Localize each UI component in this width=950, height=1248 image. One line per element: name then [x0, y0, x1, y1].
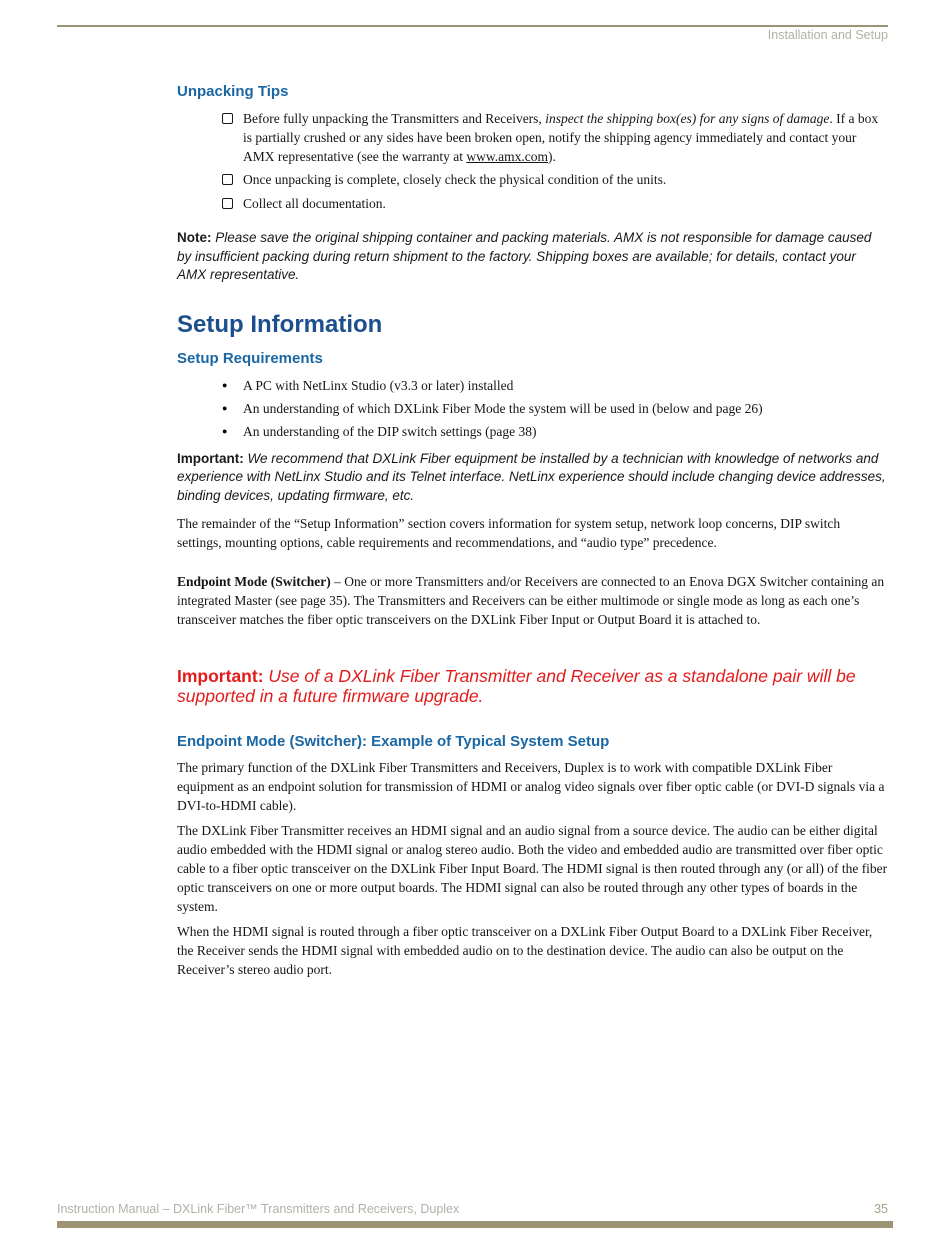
red-important-notice: Important: Use of a DXLink Fiber Transmitter and Receiver as a standalone pair will be supported in a future firmware upgrade.	[177, 666, 856, 706]
amx-website-link[interactable]: www.amx.com	[466, 149, 549, 164]
checklist-item	[177, 170, 888, 190]
endpoint-mode-label: Endpoint Mode (Switcher)	[177, 574, 331, 589]
checklist-item-text: Before fully unpacking the Transmitters and Receivers, inspect the shipping box(es) for any signs of damage. If a box is partially crushed or any sides have been broken open, notify the shipping agency immediately and contact your AMX representative (see the warranty at www.amx.com).	[243, 111, 879, 164]
red-important-label: Important:	[177, 666, 264, 686]
list-item	[177, 399, 888, 418]
footer-page-number: 35	[874, 1202, 888, 1216]
remainder-paragraph: The remainder of the “Setup Information” section covers information for system setup, network loop concerns, DIP switch settings, mounting options, cable requirements and recommendations, and “audio type” precedence.	[177, 516, 841, 550]
page-content	[177, 84, 888, 979]
endpoint-example-heading: Endpoint Mode (Switcher): Example of Typical System Setup	[177, 733, 610, 750]
note-label: Note:	[177, 230, 212, 245]
footer-manual-title: Instruction Manual – DXLink Fiber™ Transmitters and Receivers, Duplex	[57, 1202, 460, 1216]
setup-requirements-list	[177, 376, 888, 441]
shipping-note: Note: Please save the original shipping container and packing materials. AMX is not responsible for damage caused by insufficient packing during return shipment to the factory. Shipping boxes are available; for details, contact your AMX representative.	[177, 230, 872, 282]
checklist-item	[177, 109, 888, 166]
checklist-item	[177, 194, 888, 214]
endpoint-mode-paragraph: Endpoint Mode (Switcher) – One or more Transmitters and/or Receivers are connected to an Enova DGX Switcher containing an integrated Master (see page 35). The Transmitters and Receivers can be either multimode or single mode as long as each one’s transceiver matches the fiber optic transceivers on the DXLink Fiber Input or Output Board it is attached to.	[177, 574, 885, 627]
header-rule	[57, 25, 888, 27]
endpoint-example-paragraph-2: The DXLink Fiber Transmitter receives an HDMI signal and an audio signal from a source device. The audio can be either digital audio embedded with the HDMI signal or analog stereo audio. Both the video and embedded audio are transmitted over fiber optic cable to a fiber optic transceiver on the DXLink Fiber Input Board. The HDMI signal is then routed through any (or all) of the fiber optic transceivers on one or more output boards. The HDMI signal can also be routed through any other types of boards in the system.	[177, 823, 888, 914]
unpacking-checklist	[177, 109, 888, 214]
header-section-title: Installation and Setup	[767, 28, 888, 42]
checklist-item-text: Once unpacking is complete, closely check the physical condition of the units.	[243, 172, 667, 187]
important-label: Important:	[177, 450, 244, 466]
list-item-text: An understanding of the DIP switch settings (page 38)	[243, 423, 537, 439]
checkbox-icon	[222, 194, 243, 214]
setup-requirements-heading: Setup Requirements	[177, 349, 323, 367]
bullet-icon: ●	[222, 402, 228, 413]
checkbox-icon	[222, 170, 243, 190]
unpacking-tips-heading: Unpacking Tips	[177, 83, 289, 100]
list-item-text: An understanding of which DXLink Fiber Mode the system will be used in (below and page 26)	[243, 400, 763, 416]
bullet-icon: ●	[222, 425, 228, 436]
important-note: Important: We recommend that DXLink Fiber equipment be installed by a technician with knowledge of networks and experience with NetLinx Studio and its Telnet interface. NetLinx experience should include changing device addresses, binding devices, updating firmware, etc.	[177, 450, 886, 503]
endpoint-example-paragraph-1: The primary function of the DXLink Fiber Transmitters and Receivers, Duplex is to work with compatible DXLink Fiber equipment as an endpoint solution for transmission of HDMI or analog video signals over fiber optic cable (or DVI-D signals via a DVI-to-HDMI cable).	[177, 760, 885, 813]
checklist-item-text: Collect all documentation.	[243, 196, 386, 211]
list-item-text: A PC with NetLinx Studio (v3.3 or later) installed	[243, 377, 514, 393]
bullet-icon: ●	[222, 379, 228, 390]
checkbox-icon	[222, 109, 243, 129]
list-item	[177, 422, 888, 441]
endpoint-example-paragraph-3: When the HDMI signal is routed through a fiber optic transceiver on a DXLink Fiber Output Board to a DXLink Fiber Receiver, the Receiver sends the HDMI signal with embedded audio on to the destination device. The audio can also be output on the Receiver’s stereo audio port.	[177, 924, 873, 977]
footer-bar	[57, 1221, 893, 1228]
list-item	[177, 376, 888, 395]
setup-information-heading: Setup Information	[177, 310, 383, 338]
